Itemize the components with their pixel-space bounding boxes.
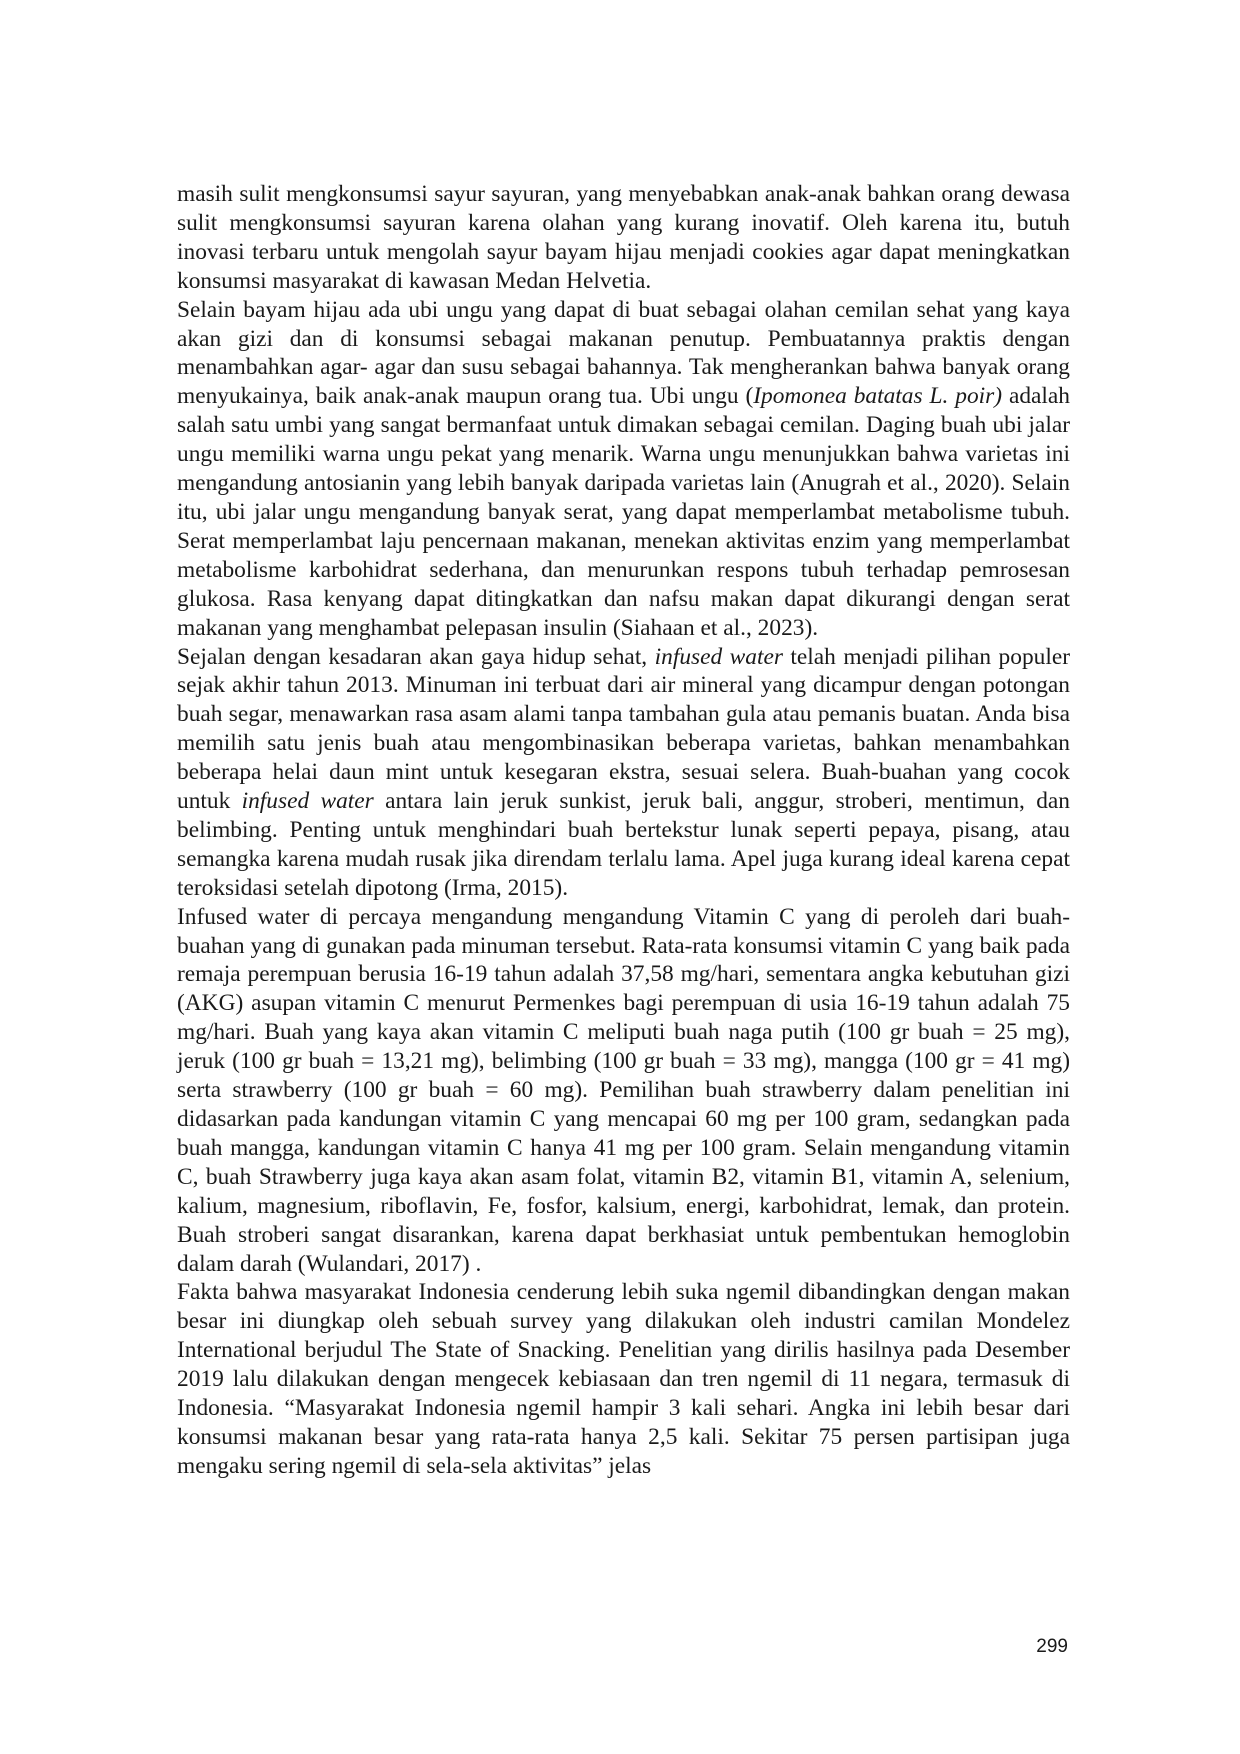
text-run: adalah salah satu umbi yang sangat bermanfaat untuk dimakan sebagai cemilan. Daging buah ubi jalar ungu memiliki warna ungu pekat yang menarik. Warna ungu menunjukkan bahwa varietas ini mengandung antosianin yang lebih banyak daripada varietas lain (Anugrah et al., 2020). Selain itu, ubi jalar ungu mengandung banyak serat, yang dapat memperlambat metabolisme tubuh. Serat memperlambat laju pencernaan makanan, menekan aktivitas enzim yang memperlambat metabolisme karbohidrat sederhana, dan menurunkan respons tubuh terhadap pemrosesan glukosa. Rasa kenyang dapat ditingkatkan dan nafsu makan dapat dikurangi dengan serat makanan yang menghambat pelepasan insulin (Siahaan et al., 2023). (177, 383, 1070, 641)
body-text (177, 180, 1070, 1481)
paragraph (177, 180, 1070, 296)
italic-text: infused water (654, 643, 783, 670)
text-run: Infused water di percaya mengandung mengandung Vitamin C yang di peroleh dari buah-buahan yang di gunakan pada minuman tersebut. Rata-rata konsumsi vitamin C yang baik pada remaja perempuan berusia 16-19 tahun adalah 37,58 mg/hari, sementara angka kebutuhan gizi (AKG) asupan vitamin C menurut Permenkes bagi perempuan di usia 16-19 tahun adalah 75 mg/hari. Buah yang kaya akan vitamin C meliputi buah naga putih (100 gr buah = 25 mg), jeruk (100 gr buah = 13,21 mg), belimbing (100 gr buah = 33 mg), mangga (100 gr = 41 mg) serta strawberry (100 gr buah = 60 mg). Pemilihan buah strawberry dalam penelitian ini didasarkan pada kandungan vitamin C yang mencapai 60 mg per 100 gram, sedangkan pada buah mangga, kandungan vitamin C hanya 41 mg per 100 gram. Selain mengandung vitamin C, buah Strawberry juga kaya akan asam folat, vitamin B2, vitamin B1, vitamin A, selenium, kalium, magnesium, riboflavin, Fe, fosfor, kalsium, energi, karbohidrat, lemak, dan protein. Buah stroberi sangat disarankan, karena dapat berkhasiat untuk pembentukan hemoglobin dalam darah (Wulandari, 2017) . (177, 903, 1070, 1277)
paragraph (177, 643, 1070, 903)
text-run: Sejalan dengan kesadaran akan gaya hidup sehat, (177, 643, 655, 670)
paragraph (177, 903, 1070, 1279)
paragraph (177, 1278, 1070, 1480)
page-number: 299 (1036, 1636, 1068, 1657)
text-run: masih sulit mengkonsumsi sayur sayuran, yang menyebabkan anak-anak bahkan orang dewasa sulit mengkonsumsi sayuran karena olahan yang kurang inovatif. Oleh karena itu, butuh inovasi terbaru untuk mengolah sayur bayam hijau menjadi cookies agar dapat meningkatkan konsumsi masyarakat di kawasan Medan Helvetia. (177, 181, 1070, 294)
paragraph (177, 296, 1070, 643)
text-run: Fakta bahwa masyarakat Indonesia cenderung lebih suka ngemil dibandingkan dengan makan besar ini diungkap oleh sebuah survey yang dilakukan oleh industri camilan Mondelez International berjudul The State of Snacking. Penelitian yang dirilis hasilnya pada Desember 2019 lalu dilakukan dengan mengecek kebiasaan dan tren ngemil di 11 negara, termasuk di Indonesia. “Masyarakat Indonesia ngemil hampir 3 kali sehari. Angka ini lebih besar dari konsumsi makanan besar yang rata-rata hanya 2,5 kali. Sekitar 75 persen partisipan juga mengaku sering ngemil di sela-sela aktivitas” jelas (177, 1279, 1070, 1479)
text-run: antara lain jeruk sunkist, jeruk bali, anggur, stroberi, mentimun, dan belimbing. Penting untuk menghindari buah bertekstur lunak seperti pepaya, pisang, atau semangka karena mudah rusak jika direndam terlalu lama. Apel juga kurang ideal karena cepat teroksidasi setelah dipotong (Irma, 2015). (177, 788, 1070, 901)
text-run: Selain bayam hijau ada ubi ungu yang dapat di buat sebagai olahan cemilan sehat yang kaya akan gizi dan di konsumsi sebagai makanan penutup. Pembuatannya praktis dengan menambahkan agar- agar dan susu sebagai bahannya. Tak mengherankan bahwa banyak orang menyukainya, baik anak-anak maupun orang tua. Ubi ungu ( (177, 296, 1070, 410)
italic-text: infused water (241, 788, 374, 815)
italic-text: Ipomonea batatas L. poir) (753, 383, 1003, 410)
text-run: telah menjadi pilihan populer sejak akhir tahun 2013. Minuman ini terbuat dari air mineral yang dicampur dengan potongan buah segar, menawarkan rasa asam alami tanpa tambahan gula atau pemanis buatan. Anda bisa memilih satu jenis buah atau mengombinasikan beberapa varietas, bahkan menambahkan beberapa helai daun mint untuk kesegaran ekstra, sesuai selera. Buah-buahan yang cocok untuk (177, 643, 1070, 815)
